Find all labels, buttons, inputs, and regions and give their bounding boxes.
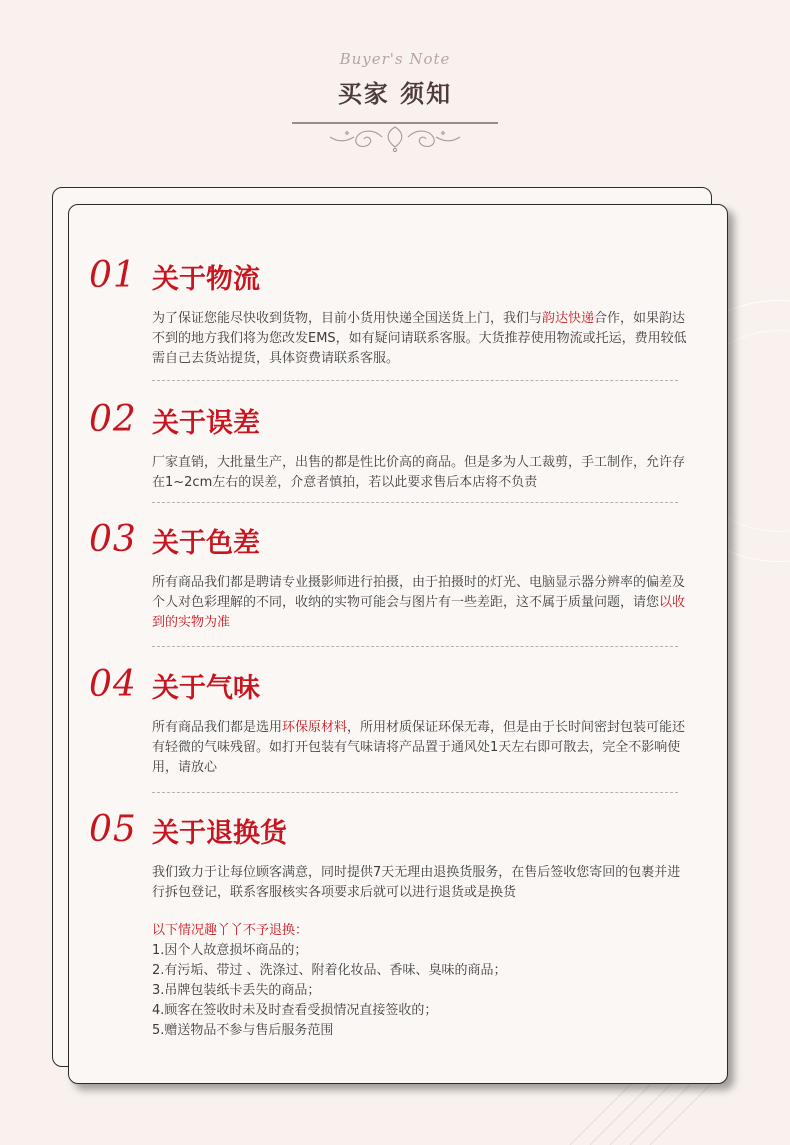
list-item: 5.赠送物品不参与售后服务范围 (152, 1023, 334, 1038)
section-body (152, 573, 687, 633)
section-title: 关于色差 (152, 528, 260, 559)
list-item: 2.有污垢、带过 、洗涤过、附着化妆品、香味、臭味的商品； (152, 963, 507, 978)
dashed-divider (152, 380, 678, 381)
highlight-text: 以收到的实物为准 (152, 595, 686, 630)
highlight-text: 环保原材料 (282, 720, 348, 735)
section-title: 关于物流 (152, 264, 260, 295)
section-title: 关于退换货 (152, 818, 287, 849)
section-odor (89, 662, 689, 778)
section-number: 05 (89, 809, 137, 850)
body-text: 所有商品我们都是选用 (152, 720, 283, 735)
dashed-divider (152, 502, 678, 503)
section-color-difference (89, 517, 689, 633)
section-body: 厂家直销，大批量生产，出售的都是性比价高的商品。但是多为人工裁剪，手工制作，允许存在1~2cm左右的误差，介意者慎拍，若以此要求售后本店将不负责 (152, 455, 686, 490)
body-text: ，所用材质保证环保无毒，但是由于长时间密封包装可能还有轻微的气味残留。如打开包装有气味请将产品置于通风处1天左右即可散去，完全不影响使用，请放心 (152, 720, 686, 775)
header-subtitle: Buyer's Note (339, 50, 451, 68)
section-number: 01 (89, 255, 137, 296)
section-body: 我们致力于让每位顾客满意，同时提供7天无理由退换货服务，在售后签收您寄回的包裹并进行拆包登记，联系客服核实各项要求后就可以进行退货或是换货 (152, 865, 681, 900)
dashed-divider (152, 646, 678, 647)
section-logistics (89, 253, 689, 369)
body-text: 所有商品我们都是聘请专业摄影师进行拍摄，由于拍摄时的灯光、电脑显示器分辨率的偏差及个人对色彩理解的不同，收纳的实物可能会与图片有一些差距，这不属于质量问题，请您 (152, 575, 686, 610)
section-title: 关于误差 (152, 408, 260, 439)
section-title: 关于气味 (152, 673, 260, 704)
section-returns (89, 807, 689, 1041)
section-number: 04 (89, 664, 137, 705)
section-number: 03 (89, 519, 137, 560)
body-text: 为了保证您能尽快收到货物，目前小货用快递全国送货上门，我们与 (152, 311, 543, 326)
highlight-text: 韵达快递 (542, 311, 595, 326)
section-body (152, 309, 687, 369)
list-item: 1.因个人故意损坏商品的； (152, 943, 308, 958)
no-return-list (152, 921, 689, 1041)
notice-card (68, 204, 728, 1084)
list-item: 4.顾客在签收时未及时查看受损情况直接签收的； (152, 1003, 438, 1018)
list-item: 3.吊牌包装纸卡丢失的商品； (152, 983, 321, 998)
list-heading: 以下情况趣丫丫不予退换： (152, 923, 309, 938)
section-error (89, 397, 689, 493)
page-header (0, 50, 790, 153)
section-number: 02 (89, 399, 137, 440)
page-title: 买家 须知 (337, 79, 453, 108)
body-text: 合作，如果韵达不到的地方我们将为您改发EMS，如有疑问请联系客服。大货推荐使用物流或托运，费用较低需自己去货站提货，具体资费请联系客服。 (152, 311, 687, 366)
ornament-divider-icon (292, 117, 498, 153)
section-body (152, 718, 687, 778)
dashed-divider (152, 792, 678, 793)
